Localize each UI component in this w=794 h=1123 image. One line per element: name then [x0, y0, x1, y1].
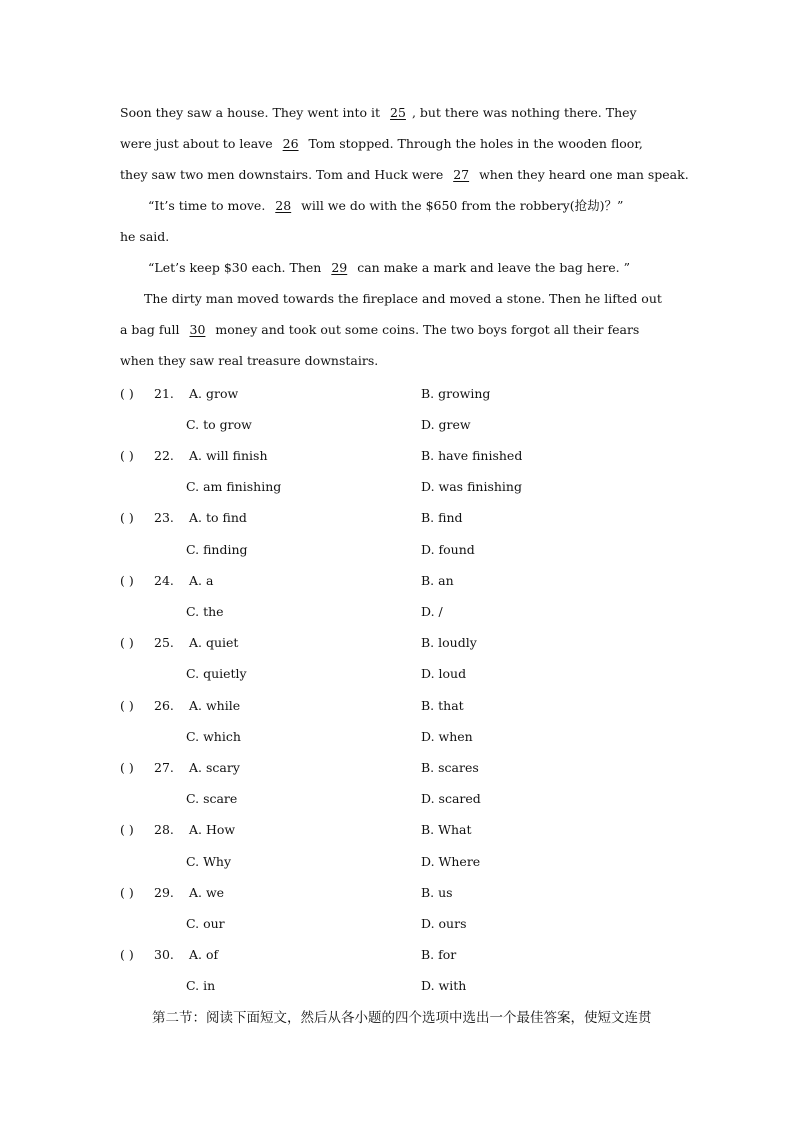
option-c: C. scare: [186, 791, 238, 806]
blank-25: 25: [390, 105, 406, 120]
question-30-row-1: [120, 947, 680, 978]
question-24-row-2: [120, 604, 680, 635]
option-a: A. to find: [189, 510, 247, 525]
answer-blank[interactable]: ( ): [120, 386, 134, 401]
option-b: B. have finished: [421, 448, 523, 463]
passage-line-3: [120, 159, 689, 190]
question-28-row-2: [120, 854, 680, 885]
question-23-row-1: [120, 510, 680, 541]
blank-29: 29: [331, 260, 348, 275]
passage-line-4: [120, 190, 676, 221]
question-21-row-2: [120, 417, 680, 448]
option-b: B. What: [421, 822, 472, 837]
passage-line-5: he said.: [120, 229, 170, 244]
question-30-row-2: [120, 978, 680, 1009]
option-b: B. loudly: [421, 635, 477, 650]
passage-line-9: when they saw real treasure downstairs.: [120, 353, 379, 368]
question-22-row-1: [120, 448, 680, 479]
option-d: D. scared: [421, 791, 481, 806]
blank-27: 27: [453, 167, 470, 182]
question-29-row-2: [120, 916, 680, 947]
question-21-row-1: [120, 386, 680, 417]
option-d: D. when: [421, 729, 473, 744]
option-a: A. How: [189, 822, 236, 837]
option-b: B. that: [421, 698, 464, 713]
question-25-row-2: [120, 666, 680, 697]
question-22-row-2: [120, 479, 680, 510]
option-b: B. scares: [421, 760, 479, 775]
option-d: D. ours: [421, 916, 467, 931]
option-c: C. quietly: [186, 666, 247, 681]
answer-blank[interactable]: ( ): [120, 822, 134, 837]
option-d: D. loud: [421, 666, 467, 681]
option-d: D. was finishing: [421, 479, 522, 494]
option-a: A. of: [189, 947, 219, 962]
answer-blank[interactable]: ( ): [120, 573, 134, 588]
blank-26: 26: [282, 136, 299, 151]
passage-text: “It’s time to move.: [148, 198, 270, 213]
passage-text: money and took out some coins. The two boys forgot all their fears: [211, 322, 640, 337]
passage-text: , but there was nothing there. They: [411, 105, 637, 120]
option-a: A. we: [189, 885, 225, 900]
option-d: D. grew: [421, 417, 471, 432]
passage-text: Soon they saw a house. They went into it: [120, 105, 385, 120]
option-a: A. quiet: [189, 635, 239, 650]
question-25-row-1: [120, 635, 680, 666]
option-b: B. find: [421, 510, 463, 525]
option-c: C. am finishing: [186, 479, 282, 494]
passage-text: Tom stopped. Through the holes in the wooden floor,: [304, 136, 643, 151]
option-b: B. for: [421, 947, 457, 962]
question-27-row-1: [120, 760, 680, 791]
option-a: A. grow: [189, 386, 239, 401]
passage-line-1: [120, 97, 676, 128]
question-number: 30.: [154, 947, 174, 962]
question-number: 21.: [154, 386, 174, 401]
passage-line-7: The dirty man moved towards the fireplace and moved a stone. Then he lifted out: [144, 291, 662, 306]
option-d: D. Where: [421, 854, 481, 869]
question-29-row-1: [120, 885, 680, 916]
section-heading: 第二节：阅读下面短文，然后从各小题的四个选项中选出一个最佳答案，使短文连贯: [152, 1010, 652, 1026]
answer-blank[interactable]: ( ): [120, 947, 134, 962]
option-b: B. us: [421, 885, 453, 900]
option-d: D. with: [421, 978, 467, 993]
option-d: D. found: [421, 542, 475, 557]
option-b: B. an: [421, 573, 454, 588]
option-d: D. /: [421, 604, 443, 619]
option-c: C. which: [186, 729, 241, 744]
answer-blank[interactable]: ( ): [120, 760, 134, 775]
question-28-row-1: [120, 822, 680, 853]
option-b: B. growing: [421, 386, 491, 401]
question-number: 24.: [154, 573, 174, 588]
passage-text: were just about to leave: [120, 136, 277, 151]
answer-blank[interactable]: ( ): [120, 448, 134, 463]
option-c: C. in: [186, 978, 216, 993]
question-26-row-1: [120, 698, 680, 729]
passage-line-8: [120, 314, 676, 345]
question-number: 29.: [154, 885, 174, 900]
passage-line-6: [120, 252, 676, 283]
cloze-passage: [120, 97, 689, 376]
question-27-row-2: [120, 791, 680, 822]
option-a: A. while: [189, 698, 241, 713]
option-a: A. a: [189, 573, 214, 588]
option-c: C. our: [186, 916, 225, 931]
passage-text: when they heard one man speak.: [475, 167, 689, 182]
question-number: 26.: [154, 698, 174, 713]
blank-28: 28: [275, 198, 292, 213]
passage-text: will we do with the $650 from the robbery(抢劫)？”: [297, 198, 624, 213]
option-a: A. will finish: [189, 448, 268, 463]
answer-blank[interactable]: ( ): [120, 635, 134, 650]
question-number: 27.: [154, 760, 174, 775]
passage-line-2: [120, 128, 676, 159]
blank-30: 30: [189, 322, 206, 337]
answer-blank[interactable]: ( ): [120, 510, 134, 525]
question-number: 25.: [154, 635, 174, 650]
question-number: 28.: [154, 822, 174, 837]
option-a: A. scary: [189, 760, 240, 775]
answer-blank[interactable]: ( ): [120, 698, 134, 713]
question-number: 23.: [154, 510, 174, 525]
question-24-row-1: [120, 573, 680, 604]
passage-text: they saw two men downstairs. Tom and Huck were: [120, 167, 448, 182]
question-number: 22.: [154, 448, 174, 463]
option-c: C. the: [186, 604, 224, 619]
option-c: C. to grow: [186, 417, 252, 432]
question-23-row-2: [120, 542, 680, 573]
question-26-row-2: [120, 729, 680, 760]
passage-text: a bag full: [120, 322, 184, 337]
passage-text: “Let’s keep $30 each. Then: [148, 260, 326, 275]
option-c: C. finding: [186, 542, 248, 557]
passage-text: can make a mark and leave the bag here. ”: [353, 260, 630, 275]
answer-blank[interactable]: ( ): [120, 885, 134, 900]
option-c: C. Why: [186, 854, 232, 869]
